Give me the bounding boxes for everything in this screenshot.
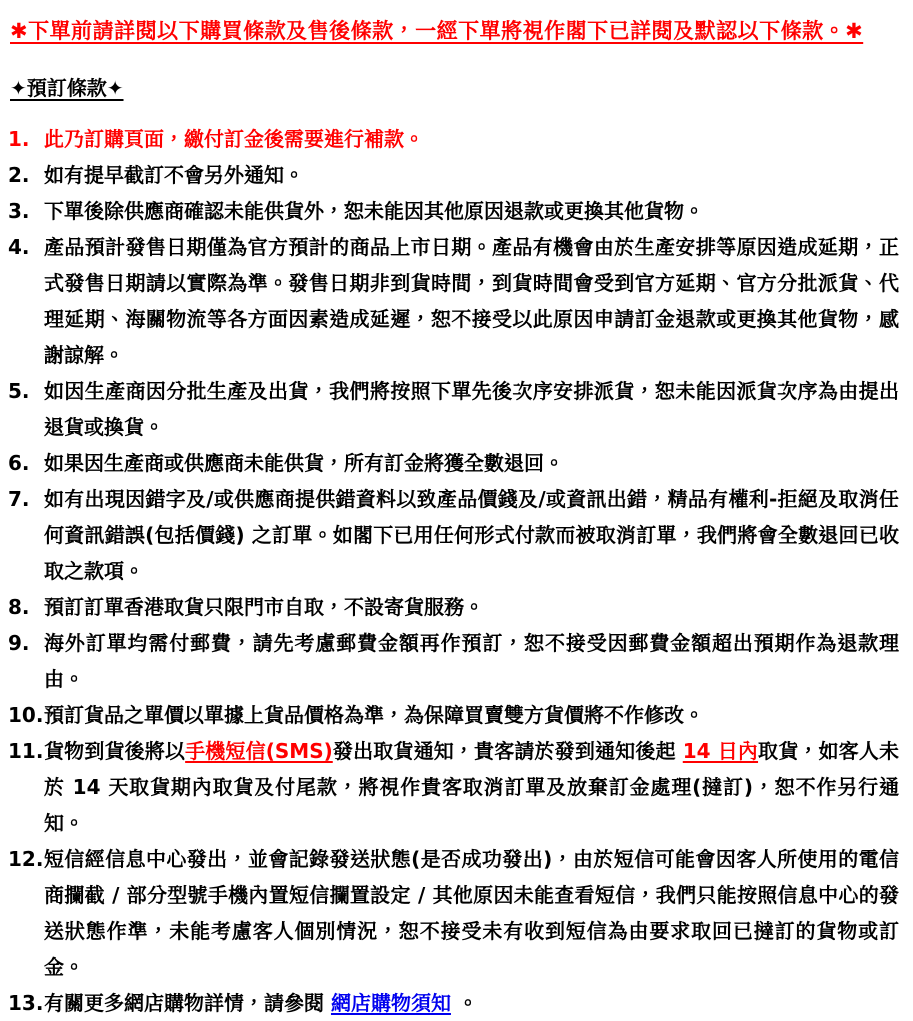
term-text [44, 625, 901, 697]
pickup-notice-text-2: 發出取貨通知，貴客請於發到通知後起 [332, 739, 683, 764]
term-item [8, 157, 901, 193]
term-item [8, 985, 901, 1021]
term-text [44, 157, 901, 193]
release-date-text: 產品預計發售日期僅為官方預計的商品上市日期。產品有機會由於生產安排等原因造成延期，正式發售日期請以實際為準。發售日期非到貨時間，到貨時間會受到官方延期、官方分批派貨、代理延期、海關物流等各方面因素造成延遲，恕不接受以此原因申請訂金退款或更換其他貨物，感謝諒解。 [44, 235, 899, 368]
term-text [44, 445, 901, 481]
sms-delivery-status-text: 短信經信息中心發出，並會記錄發送狀態(是否成功發出)，由於短信可能會因客人所使用的電信商攔截 / 部分型號手機內置短信攔置設定 / 其他原因未能查看短信，我們只能按照信息中心的發送狀態作準，未能考慮客人個別情況，恕不接受未有收到短信為由要求取回已撻訂的貨物或訂金。 [44, 847, 899, 980]
term-item [8, 841, 901, 985]
more-info-text-1: 有關更多網店購物詳情，請參閱 [44, 991, 331, 1016]
term-number: 3. [8, 199, 30, 224]
term-item [8, 589, 901, 625]
purchase-notice-header: ✱下單前請詳閱以下購買條款及售後條款，一經下單將視作閣下已詳閱及默認以下條款。✱ [10, 19, 864, 43]
pickup-notice-text-3: 取貨，如客人未於 14 天取貨期內取貨及付尾款，將視作貴客取消訂單及放棄訂金處理(撻訂)，恕不作另行通知。 [44, 739, 900, 836]
no-refund-text: 下單後除供應商確認未能供貨外，恕未能因其他原因退款或更換其他貨物。 [44, 199, 704, 224]
term-number: 9. [8, 631, 30, 656]
14-days-highlight: 14 日內 [682, 739, 759, 764]
pickup-notice-text-1: 貨物到貨後將以 [44, 739, 186, 764]
term-text [44, 373, 901, 445]
batch-shipping-text: 如因生產商因分批生產及出貨，我們將按照下單先後次序安排派貨，恕未能因派貨次序為由提出退貨或換貨。 [44, 379, 899, 440]
term-number: 11. [8, 739, 44, 764]
terms-list [8, 121, 901, 1021]
term-number: 1. [8, 127, 30, 152]
term-number: 7. [8, 487, 30, 512]
term-text [44, 481, 901, 589]
term-number: 8. [8, 595, 30, 620]
more-info-text-2: 。 [450, 991, 478, 1016]
term-number: 4. [8, 235, 30, 260]
full-refund-text: 如果因生產商或供應商未能供貨，所有訂金將獲全數退回。 [44, 451, 564, 476]
term-text [44, 121, 901, 157]
term-item [8, 193, 901, 229]
term-item [8, 445, 901, 481]
term-number: 10. [8, 703, 44, 728]
term-number: 2. [8, 163, 30, 188]
term-text [44, 841, 901, 985]
term-item [8, 373, 901, 445]
term-text [44, 733, 901, 841]
term-item [8, 121, 901, 157]
error-cancellation-text: 如有出現因錯字及/或供應商提供錯資料以致產品價錢及/或資訊出錯，精品有權利-拒絕及取消任何資訊錯誤(包括價錢) 之訂單。如閣下已用任何形式付款而被取消訂單，我們將會全數退回已收取之款項。 [44, 487, 899, 584]
term-number: 13. [8, 991, 44, 1016]
section-title-preorder-terms: ✦預訂條款✦ [10, 76, 124, 101]
term-text [44, 193, 901, 229]
term-number: 5. [8, 379, 30, 404]
term-text [44, 697, 901, 733]
term-number: 12. [8, 847, 44, 872]
pickup-only-text: 預訂訂單香港取貨只限門市自取，不設寄貨服務。 [44, 595, 484, 620]
term-text [44, 985, 901, 1021]
overseas-postage-text: 海外訂單均需付郵費，請先考慮郵費金額再作預訂，恕不接受因郵費金額超出預期作為退款理由。 [44, 631, 899, 692]
term-item [8, 733, 901, 841]
early-cutoff-text: 如有提早截訂不會另外通知。 [44, 163, 304, 188]
term-text [44, 229, 901, 373]
sms-highlight: 手機短信(SMS) [185, 739, 333, 764]
term-item [8, 229, 901, 373]
term-number: 6. [8, 451, 30, 476]
term-item [8, 625, 901, 697]
deposit-notice-text: 此乃訂購頁面，繳付訂金後需要進行補款。 [44, 127, 424, 152]
store-shopping-guide-link[interactable]: 網店購物須知 [330, 991, 451, 1016]
term-item [8, 481, 901, 589]
term-text [44, 589, 901, 625]
fixed-price-text: 預訂貨品之單價以單據上貨品價格為準，為保障買賣雙方貨價將不作修改。 [44, 703, 704, 728]
term-item [8, 697, 901, 733]
